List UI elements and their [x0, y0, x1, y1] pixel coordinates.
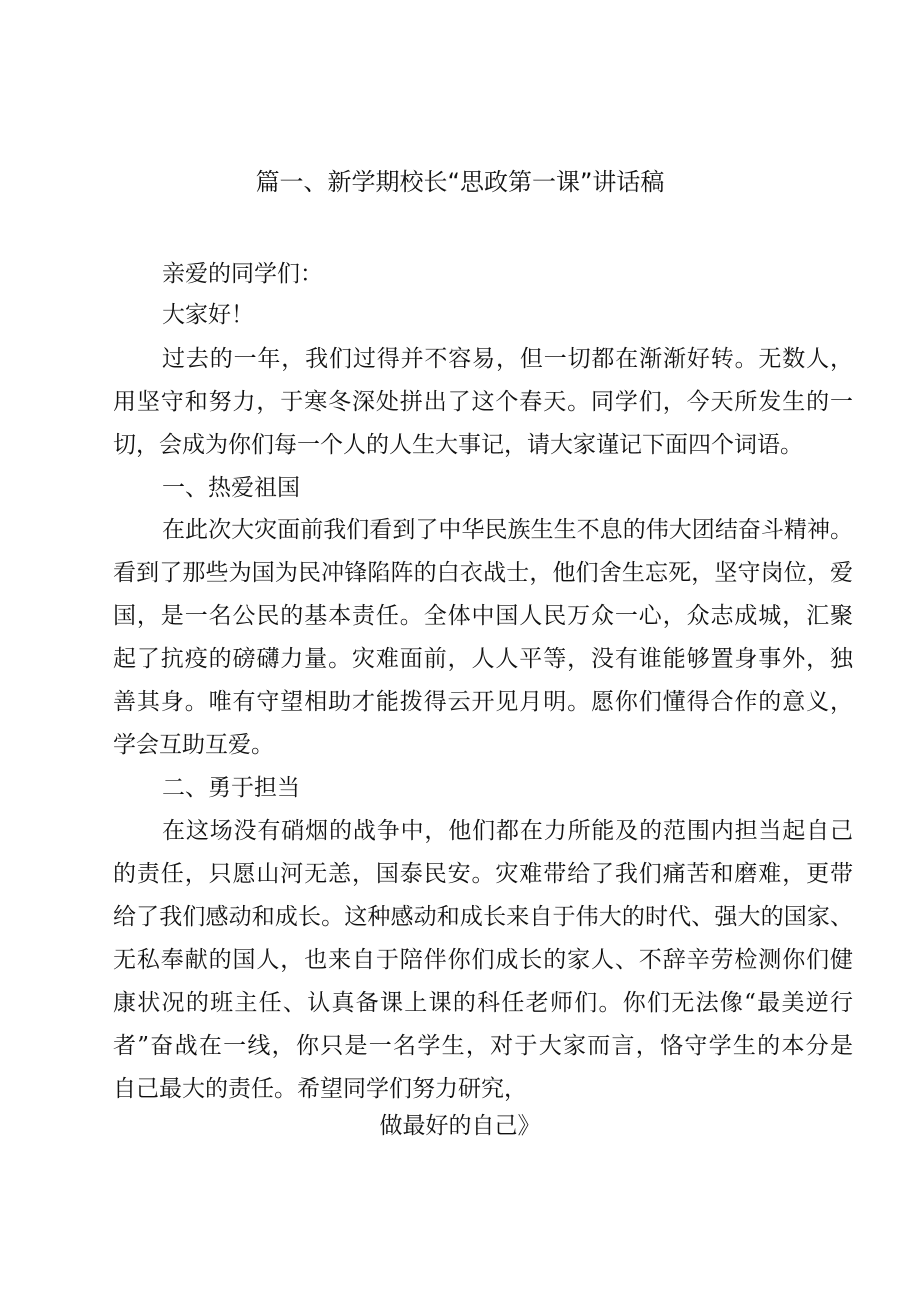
greeting: 大家好！ [162, 302, 254, 328]
salutation: 亲爱的同学们： [162, 261, 323, 287]
section-2-line-3: 给了我们感动和成长。这种感动和成长来自于伟大的时代、强大的国家、 [113, 904, 853, 930]
document-title: 篇一、新学期校长“思政第一课”讲话稿 [255, 168, 665, 196]
section-1-line-5: 善其身。唯有守望相助才能拨得云开见月明。愿你们懂得合作的意义， [113, 689, 853, 715]
section-2-line-6: 者”奋战在一线，你只是一名学生，对于大家而言，恪守学生的本分是 [113, 1033, 853, 1059]
section-1-line-1: 在此次大灾面前我们看到了中华民族生生不息的伟大团结奋斗精神。 [162, 517, 853, 543]
intro-line-2: 用坚守和努力，于寒冬深处拼出了这个春天。同学们，今天所发生的一 [113, 389, 853, 415]
section-2-line-5: 康状况的班主任、认真备课上课的科任老师们。你们无法像“最美逆行 [113, 990, 853, 1016]
section-1-line-4: 起了抗疫的磅礴力量。灾难面前，人人平等，没有谁能够置身事外，独 [113, 646, 853, 672]
section-1-line-2: 看到了那些为国为民冲锋陷阵的白衣战士，他们舍生忘死，坚守岗位，爱 [113, 560, 853, 586]
section-2-line-4: 无私奉献的国人，也来自于陪伴你们成长的家人、不辞辛劳检测你们健 [113, 947, 853, 973]
section-2-line-2: 的责任，只愿山河无恙，国泰民安。灾难带给了我们痛苦和磨难，更带 [113, 861, 853, 887]
section-2-line-1: 在这场没有硝烟的战争中，他们都在力所能及的范围内担当起自己 [162, 818, 853, 844]
intro-line-1: 过去的一年，我们过得并不容易，但一切都在渐渐好转。无数人， [162, 346, 853, 372]
section-2-heading: 二、勇于担当 [162, 775, 300, 801]
section-1-line-6: 学会互助互爱。 [113, 732, 274, 758]
intro-line-3: 切，会成为你们每一个人的人生大事记，请大家谨记下面四个词语。 [113, 432, 803, 458]
section-2-line-7: 自己最大的责任。希望同学们努力研究， [113, 1076, 527, 1102]
section-1-heading: 一、热爱祖国 [162, 475, 300, 501]
closing-title: 做最好的自己》 [379, 1113, 541, 1139]
section-1-line-3: 国，是一名公民的基本责任。全体中国人民万众一心，众志成城，汇聚 [113, 603, 853, 629]
